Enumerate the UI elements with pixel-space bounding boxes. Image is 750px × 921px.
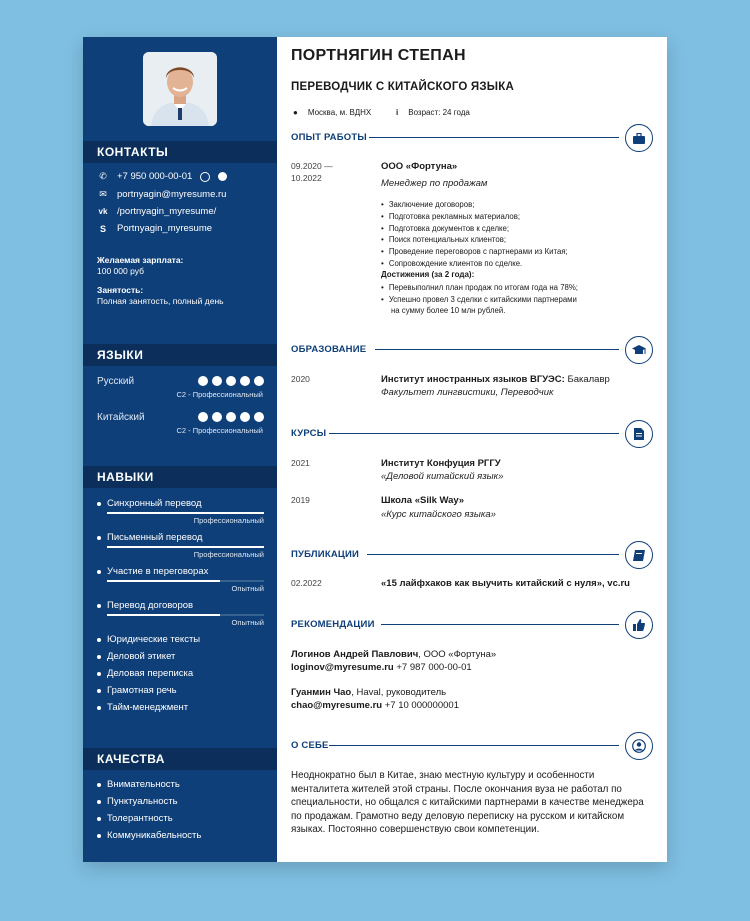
contact-vk[interactable]: vk /portnyagin_myresume/ bbox=[98, 206, 217, 217]
contact-skype[interactable]: S Portnyagin_myresume bbox=[97, 223, 212, 234]
course-school: Школа «Silk Way» bbox=[381, 495, 464, 506]
job-achievements bbox=[381, 282, 578, 306]
recommendation-person: Гуанмин Чао, Haval, руководитель bbox=[291, 687, 447, 698]
about-title: О СЕБЕ bbox=[291, 740, 329, 751]
about-text: Неоднократно был в Китае, знаю местную культуру и особенности менталитета жителей этой страны. После окончания вуза не работал по специальности, но общался с китайскими партнерами в качестве менеджера по продажам. Грамотно веду деловую переписку на русском и китайском языках. Постоянно совершенствую свои компетенции. bbox=[291, 770, 644, 836]
skill-item: Юридические тексты bbox=[97, 634, 200, 645]
skill-item: Участие в переговорах bbox=[97, 566, 208, 577]
candidate-name: ПОРТНЯГИН СТЕПАН bbox=[291, 47, 466, 64]
course-name: «Деловой китайский язык» bbox=[381, 471, 504, 482]
info-icon: i bbox=[396, 108, 399, 117]
vk-icon: vk bbox=[98, 207, 108, 216]
skill-item: Деловая переписка bbox=[97, 668, 193, 679]
section-divider bbox=[375, 349, 619, 350]
skill-bar bbox=[107, 614, 264, 616]
employment-label: Занятость: bbox=[97, 285, 144, 295]
qualities-title: КАЧЕСТВА bbox=[83, 748, 277, 770]
skill-level: Профессиональный bbox=[193, 516, 264, 525]
skill-bar bbox=[107, 512, 264, 514]
graduation-cap-icon bbox=[625, 336, 653, 364]
publications-title: ПУБЛИКАЦИИ bbox=[291, 549, 360, 560]
contact-phone[interactable]: ✆ +7 950 000-00-01 bbox=[97, 171, 227, 182]
course-year: 2021 bbox=[291, 458, 310, 468]
language-rating bbox=[198, 412, 264, 422]
language-name: Русский bbox=[97, 376, 135, 387]
skill-bar bbox=[107, 546, 264, 548]
job-company: ООО «Фортуна» bbox=[381, 161, 458, 172]
skill-level: Профессиональный bbox=[193, 550, 264, 559]
language-level: C2 - Профессиональный bbox=[176, 426, 263, 435]
candidate-position: ПЕРЕВОДЧИК С КИТАЙСКОГО ЯЗЫКА bbox=[291, 81, 514, 93]
skill-level: Опытный bbox=[231, 618, 264, 627]
experience-title: ОПЫТ РАБОТЫ bbox=[291, 132, 367, 143]
sidebar bbox=[83, 37, 277, 862]
languages-title: ЯЗЫКИ bbox=[83, 344, 277, 366]
location-pin-icon: ● bbox=[293, 108, 298, 117]
employment-value: Полная занятость, полный день bbox=[97, 296, 224, 306]
language-name: Китайский bbox=[97, 412, 145, 423]
quality-item: Пунктуальность bbox=[97, 796, 178, 807]
list-item: • Подготовка документов к сделке; bbox=[381, 223, 568, 235]
recommendation-person: Логинов Андрей Павлович, ООО «Фортуна» bbox=[291, 649, 497, 660]
list-item: • Сопровождение клиентов по сделке. bbox=[381, 258, 568, 270]
course-year: 2019 bbox=[291, 495, 310, 505]
recommendations-title: РЕКОМЕНДАЦИИ bbox=[291, 619, 375, 630]
list-item: • Поиск потенциальных клиентов; bbox=[381, 234, 568, 246]
skill-item: Письменный перевод bbox=[97, 532, 202, 543]
section-divider bbox=[329, 433, 619, 434]
publication-date: 02.2022 bbox=[291, 578, 322, 588]
salary-label: Желаемая зарплата: bbox=[97, 255, 184, 265]
skill-bar bbox=[107, 580, 264, 582]
list-item: • Заключение договоров; bbox=[381, 199, 568, 211]
profile-photo bbox=[143, 52, 217, 126]
thumbs-up-icon bbox=[625, 611, 653, 639]
language-rating bbox=[198, 376, 264, 386]
salary-value: 100 000 руб bbox=[97, 266, 144, 276]
recommendation-contact[interactable]: loginov@myresume.ru +7 987 000-00-01 bbox=[291, 662, 472, 673]
skype-icon: S bbox=[99, 223, 106, 234]
education-year: 2020 bbox=[291, 374, 310, 384]
section-divider bbox=[369, 137, 619, 138]
course-name: «Курс китайского языка» bbox=[381, 509, 496, 520]
job-date-end: 10.2022 bbox=[291, 173, 322, 183]
section-divider bbox=[381, 624, 619, 625]
education-title: ОБРАЗОВАНИЕ bbox=[291, 344, 367, 355]
skill-item: Деловой этикет bbox=[97, 651, 175, 662]
quality-item: Внимательность bbox=[97, 779, 180, 790]
course-school: Институт Конфуция РГГУ bbox=[381, 458, 501, 469]
language-level: C2 - Профессиональный bbox=[176, 390, 263, 399]
list-item: • Подготовка рекламных материалов; bbox=[381, 211, 568, 223]
list-item: • Проведение переговоров с партнерами из Китая; bbox=[381, 246, 568, 258]
quality-item: Толерантность bbox=[97, 813, 173, 824]
skill-item: Грамотная речь bbox=[97, 685, 177, 696]
mail-icon: ✉ bbox=[99, 189, 107, 199]
phone-icon: ✆ bbox=[99, 171, 107, 181]
job-role: Менеджер по продажам bbox=[381, 178, 488, 189]
contacts-title: КОНТАКТЫ bbox=[83, 141, 277, 163]
achievement-continuation: на сумму более 10 млн рублей. bbox=[391, 306, 506, 315]
recommendation-contact[interactable]: chao@myresume.ru +7 10 000000001 bbox=[291, 700, 459, 711]
courses-title: КУРСЫ bbox=[291, 428, 327, 439]
skill-item: Синхронный перевод bbox=[97, 498, 202, 509]
contact-email[interactable]: ✉ portnyagin@myresume.ru bbox=[97, 189, 226, 200]
location: ● Москва, м. ВДНХ bbox=[293, 108, 372, 117]
education-institution: Институт иностранных языков ВГУЭС: Бакалавр bbox=[381, 374, 610, 385]
document-icon bbox=[625, 420, 653, 448]
skill-item: Тайм-менеджмент bbox=[97, 702, 188, 713]
publication-title[interactable]: «15 лайфхаков как выучить китайский с нуля», vc.ru bbox=[381, 578, 630, 589]
skill-level: Опытный bbox=[231, 584, 264, 593]
book-icon bbox=[625, 541, 653, 569]
job-duties bbox=[381, 199, 568, 270]
user-icon bbox=[625, 732, 653, 760]
skill-item: Перевод договоров bbox=[97, 600, 193, 611]
briefcase-icon bbox=[625, 124, 653, 152]
main-content bbox=[277, 37, 667, 862]
section-divider bbox=[329, 745, 619, 746]
telegram-icon bbox=[218, 172, 227, 181]
whatsapp-icon bbox=[200, 172, 210, 182]
list-item: • Успешно провел 3 сделки с китайскими партнерами bbox=[381, 294, 578, 306]
section-divider bbox=[367, 554, 619, 555]
achievements-title: Достижения (за 2 года): bbox=[381, 270, 475, 279]
quality-item: Коммуникабельность bbox=[97, 830, 201, 841]
skills-title: НАВЫКИ bbox=[83, 466, 277, 488]
list-item: • Перевыполнил план продаж по итогам года на 78%; bbox=[381, 282, 578, 294]
job-date-start: 09.2020 — bbox=[291, 161, 333, 171]
resume-page bbox=[83, 37, 667, 862]
age: i Возраст: 24 года bbox=[396, 108, 470, 117]
education-faculty: Факультет лингвистики, Переводчик bbox=[381, 387, 554, 398]
